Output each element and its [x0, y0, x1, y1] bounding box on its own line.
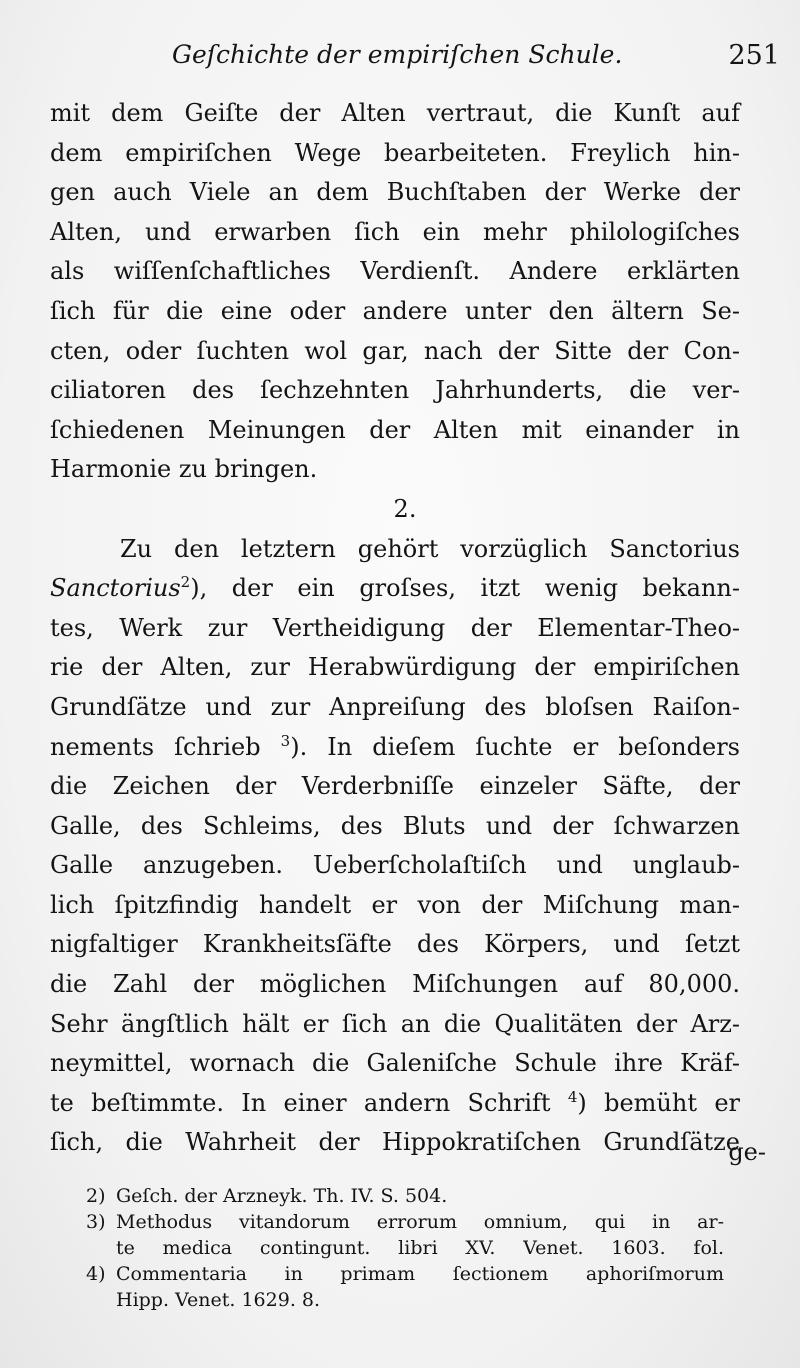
text-line: neymittel, wornach die Galeniſche Schule ihre Kräf-	[50, 1049, 740, 1078]
footnote-mark: 2)	[86, 1185, 106, 1207]
text-line: als wiſſenſchaftliches Verdienſt. Andere erklärten	[50, 257, 740, 286]
footnote	[86, 1209, 724, 1261]
text-line: ciliatoren des ſechzehnten Jahrhunderts, die ver-	[50, 376, 740, 405]
text-line: tes, Werk zur Vertheidigung der Elementar-Theo-	[50, 613, 740, 642]
footnote	[86, 1261, 724, 1313]
footnote-ref: 3	[280, 731, 291, 750]
text-line: Galle anzugeben. Ueberſcholaſtiſch und unglaub-	[50, 851, 740, 880]
text-line: Zu den letztern gehört vorzüglich Sanctorius	[120, 534, 740, 563]
footnote-mark: 4)	[86, 1263, 106, 1285]
text-fragment: nements ſchrieb	[50, 732, 281, 761]
text-fragment: ) bemüht er	[577, 1088, 740, 1117]
text-fragment: ). In dieſem ſuchte er beſonders	[290, 732, 740, 761]
footnote-ref: 2	[180, 573, 191, 592]
text-line: Alten, und erwarben ſich ein mehr philologiſches	[50, 217, 740, 246]
text-line: Sehr ängſtlich hält er ſich an die Qualitäten der Arz-	[50, 1009, 740, 1038]
text-line: cten, oder ſuchten wol gar, nach der Sitte der Con-	[50, 336, 740, 365]
footnote-line: Hipp. Venet. 1629. 8.	[116, 1289, 321, 1311]
footnote-line: Commentaria in primam ſectionem aphoriſmorum	[116, 1263, 724, 1285]
catchword: ge-	[728, 1138, 766, 1166]
text-line: mit dem Geiſte der Alten vertraut, die Kunſt auf	[50, 99, 740, 127]
footnote-mark: 3)	[86, 1211, 106, 1233]
section-number: 2.	[393, 494, 417, 523]
text-fragment: ), der ein groſses, itzt wenig bekann-	[190, 574, 740, 603]
footnote-line: Geſch. der Arzneyk. Th. IV. S. 504.	[116, 1185, 448, 1207]
text-line	[50, 728, 740, 768]
text-line	[50, 1084, 740, 1124]
text-line: nigfaltiger Krankheitsſäfte des Körpers, und ſetzt	[50, 930, 740, 959]
text-line: dem empiriſchen Wege bearbeiteten. Freylich hin-	[50, 138, 740, 167]
text-line: gen auch Viele an dem Buchſtaben der Werke der	[50, 178, 740, 207]
page-number: 251	[728, 40, 780, 71]
footnote-line: te medica contingunt. libri XV. Venet. 1603. fol.	[116, 1237, 724, 1259]
text-line: rie der Alten, zur Herabwürdigung der empiriſchen	[50, 653, 740, 682]
running-title: Geſchichte der empiriſchen Schule.	[172, 40, 623, 69]
footnote-body	[116, 1183, 724, 1209]
page-header	[0, 40, 800, 80]
text-line	[50, 569, 740, 609]
footnote-ref: 4	[567, 1087, 578, 1106]
footnote	[86, 1183, 724, 1209]
text-line: ſich für die eine oder andere unter den ältern Se-	[50, 296, 740, 325]
footnotes	[86, 1183, 724, 1313]
text-line: Harmonie zu bringen.	[50, 455, 318, 484]
text-line: die Zeichen der Verderbniſſe einzeler Säfte, der	[50, 772, 740, 801]
text-line: die Zahl der möglichen Miſchungen auf 80,000.	[50, 970, 740, 999]
footnote-line: Methodus vitandorum errorum omnium, qui in ar-	[116, 1211, 724, 1233]
text-line: Galle, des Schleims, des Bluts und der ſchwarzen	[50, 811, 740, 840]
italic-name: Sanctorius	[50, 574, 181, 603]
text-fragment: te beſtimmte. In einer andern Schrift	[50, 1088, 568, 1117]
text-line: Grundſätze und zur Anpreiſung des bloſsen Raiſon-	[50, 692, 740, 721]
body-text	[50, 94, 740, 1163]
footnote-body	[116, 1261, 724, 1313]
text-line: lich ſpitzfindig handelt er von der Miſchung man-	[50, 890, 740, 919]
text-line: ſich, die Wahrheit der Hippokratiſchen Grundſätze	[50, 1128, 740, 1157]
text-line: ſchiedenen Meinungen der Alten mit einander in	[50, 415, 740, 444]
footnote-body	[116, 1209, 724, 1261]
